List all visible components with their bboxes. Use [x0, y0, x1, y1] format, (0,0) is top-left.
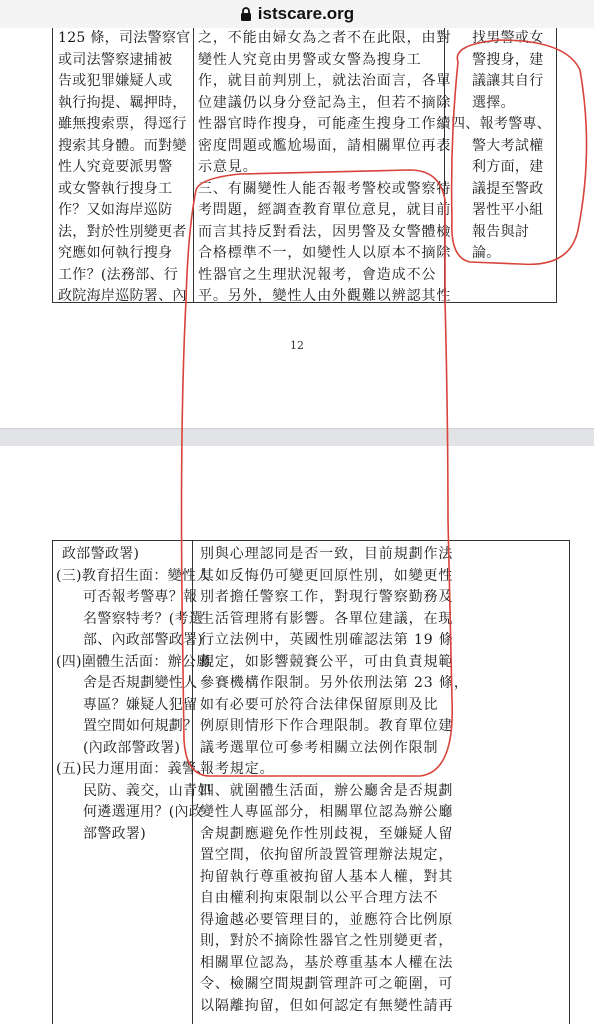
text-line: 專區？嫌疑人犯留 [83, 696, 198, 713]
text-line: 執行拘提、羈押時， [58, 94, 187, 111]
text-line: 警搜身，建 [472, 51, 544, 68]
text-line: 別者擔任警察工作，對現行警察勤務及 [200, 589, 454, 605]
text-line: 相關單位認為，基於尊重基本人權在法 [200, 954, 454, 971]
text-line: 民防、義交，山青如 [83, 782, 212, 799]
text-line: 工作？(法務部、行 [58, 266, 179, 283]
text-line: 究應如何執行搜身 [58, 245, 173, 261]
text-line: 利方面，建 [472, 159, 544, 175]
text-line: 警大考試權 [472, 137, 544, 154]
page1-right-column [451, 28, 551, 265]
text-line: 舍是否規劃變性人 [83, 675, 198, 691]
text-line: 自由權利拘束限制以公平合理方法不 [200, 890, 439, 906]
text-line: 以隔離拘留，但如何認定有無變性請再 [200, 997, 454, 1014]
text-line: 拘留執行尊重被拘留人基本人權，對其 [200, 868, 454, 885]
text-line: 變性人究竟由男警或女警為搜身工 [198, 51, 422, 68]
text-line: 告或犯罪嫌疑人或 [58, 73, 173, 89]
text-line: 行立法例中，英國性別確認法第 19 條 [200, 632, 454, 648]
text-line: 125 條，司法警察官 [58, 30, 191, 46]
text-line: 政院海岸巡防署、內 [58, 288, 187, 304]
url-text: istscare.org [257, 4, 355, 23]
text-line: 如有必要可於符合法律保留原則及比 [200, 696, 439, 713]
text-line: 性器官之生理狀況報考，會造成不公 [198, 266, 437, 283]
text-line: (三)教育招生面：變性人 [56, 567, 211, 584]
text-line: 參賽機構作限制。另外依刑法第 23 條， [200, 675, 469, 691]
text-line: 示意見。 [198, 159, 258, 175]
page2-left-column [56, 544, 212, 845]
text-line: (內政部警政署) [83, 739, 181, 756]
text-line: 而言其持反對看法，因男警及女警體檢 [198, 223, 452, 240]
text-line: 得逾越必要管理目的，並應符合比例原 [200, 911, 454, 928]
text-line: 考問題，經調查教育單位意見，就目前 [198, 202, 452, 218]
text-line: 平。另外，變性人由外觀難以辨認其性 [198, 288, 452, 304]
text-line: 規定，如影響競賽公平，可由負責規範 [200, 653, 454, 670]
text-line: 雖無搜索票，得逕行 [58, 116, 187, 132]
text-line: 作？又如海岸巡防 [58, 202, 173, 218]
text-line: 之，不能由婦女為之者不在此限，由對 [198, 30, 452, 46]
text-line: 三、有關變性人能否報考警校或警察特 [198, 180, 452, 197]
text-line: (四)圍體生活面：辦公廳 [56, 653, 211, 670]
text-line: 署性平小組 [472, 202, 544, 218]
page1-left-column [58, 28, 190, 308]
text-line: 性人究竟要派男警 [58, 159, 173, 175]
text-line: 密度問題或尷尬場面，請相關單位再表 [198, 137, 452, 154]
text-line: 舍規劃應避免作性別歧視，至嫌疑人留 [200, 825, 454, 842]
text-line: 部、內政部警政署) [83, 632, 204, 648]
text-line: 議讓其自行 [472, 73, 544, 89]
page-separator [0, 428, 594, 448]
document-page-13 [0, 446, 594, 1024]
text-line: 報告與討 [472, 223, 530, 240]
text-line: 別與心理認同是否一致，目前規劃作法 [200, 546, 454, 562]
text-line: 置空間如何規劃？ [83, 718, 198, 734]
text-line: 部警政署) [83, 825, 146, 842]
text-line: 置空間，依拘留所設置管理辦法規定， [200, 847, 454, 863]
text-line: 位建議仍以身分登記為主，但若不摘除 [198, 94, 452, 111]
text-line: 或司法警察逮捕被 [58, 51, 173, 68]
page2-right-column [200, 544, 469, 1017]
text-line: 議考選單位可參考相關立法例作限制 [200, 739, 439, 756]
text-line: 其如反悔仍可變更回原性別，如變更性 [200, 567, 454, 584]
page-number: 12 [290, 339, 304, 352]
text-line: 議提至警政 [472, 180, 544, 197]
text-line: 或女警執行搜身工 [58, 180, 173, 197]
text-line: 四、就圍體生活面，辦公廳舍是否規劃 [200, 782, 454, 799]
text-line: 變性人專區部分，相關單位認為辦公廳 [200, 804, 454, 820]
text-line: 可否報考警專？報 [83, 589, 198, 605]
text-line: 性器官時作搜身，可能產生搜身工作續 [198, 116, 452, 132]
text-line: 合格標準不一，如變性人以原本不摘除 [198, 245, 452, 261]
text-line: 選擇。 [472, 94, 515, 111]
text-line: 何遴選運用？(內政 [83, 804, 204, 820]
text-line: 法，對於性別變更者 [58, 223, 187, 240]
text-line: 四、報考警專、 [451, 116, 552, 132]
page1-middle-column [198, 28, 451, 308]
text-line: 則，對於不摘除性器官之性別變更者， [200, 933, 454, 949]
text-line: (五)民力運用面：義警、 [56, 761, 211, 777]
text-line: 找男警或女 [472, 30, 544, 46]
text-line: 作，就目前判別上，就法治面言，各單 [198, 73, 452, 89]
text-line: 例原則情形下作合理限制。教育單位建 [200, 718, 454, 734]
text-line: 生活管理將有影響。各單位建議，在現 [200, 610, 454, 627]
address-bar[interactable] [0, 0, 594, 28]
text-line: 政部警政署) [62, 546, 140, 562]
text-line: 名警察特考？(考選 [83, 610, 204, 627]
text-line: 報考規定。 [200, 761, 275, 777]
text-line: 令、檢關空間規劃管理許可之範圍，可 [200, 976, 454, 992]
text-line: 搜索其身體。而對變 [58, 137, 187, 154]
document-page-12 [0, 28, 594, 428]
lock-icon [240, 7, 252, 21]
text-line: 論。 [472, 245, 501, 261]
